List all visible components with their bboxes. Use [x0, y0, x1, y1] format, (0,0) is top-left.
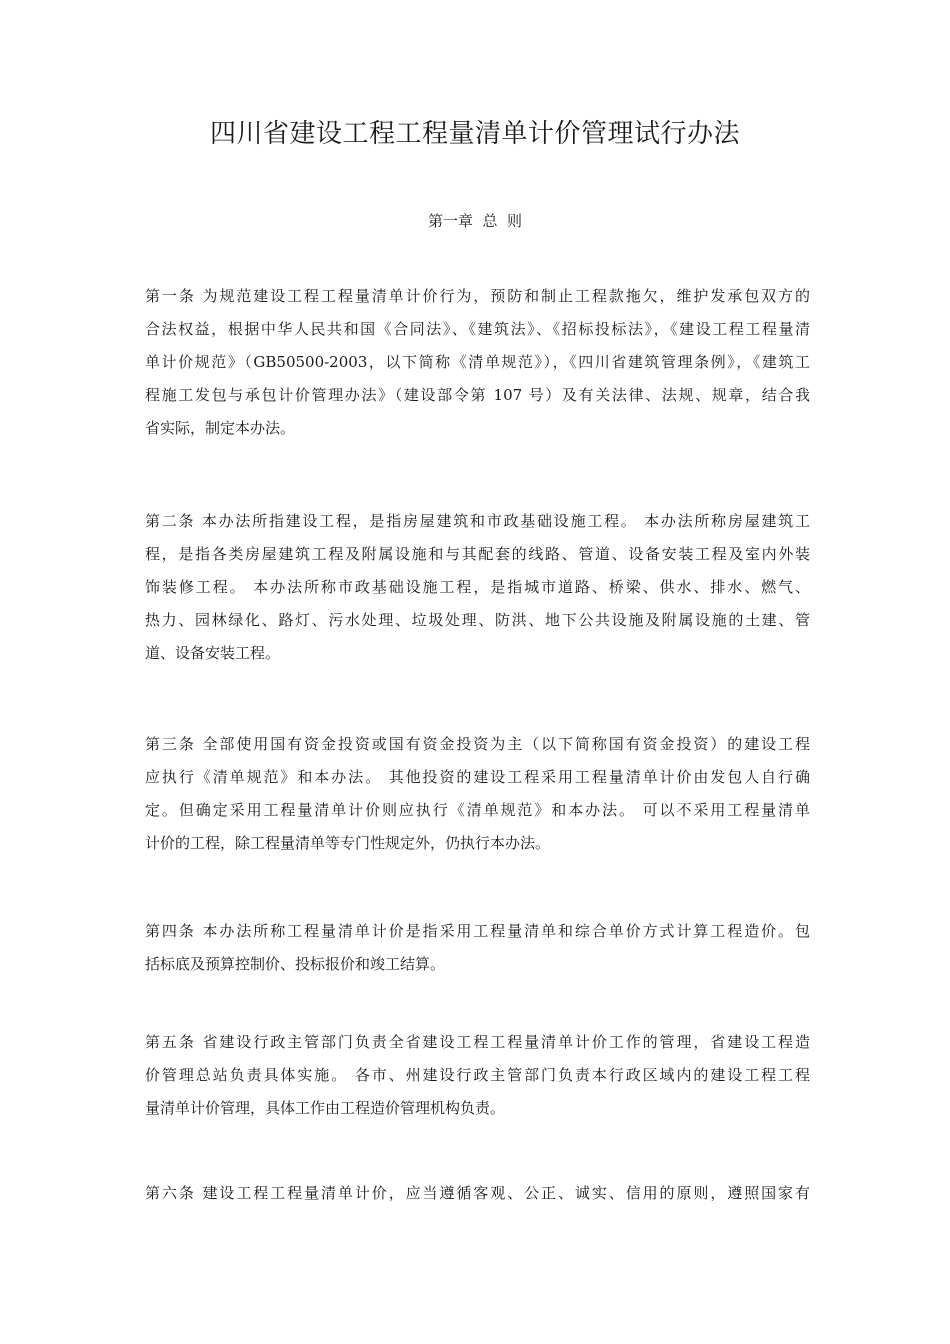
article-2: [145, 505, 810, 670]
article-line: 第二条 本办法所指建设工程，是指房屋建筑和市政基础设施工程。 本办法所称房屋建筑工: [145, 512, 810, 530]
article-line: 第六条 建设工程工程量清单计价，应当遵循客观、公正、诚实、信用的原则，遵照国家有: [145, 1184, 810, 1202]
article-line: 第五条 省建设行政主管部门负责全省建设工程工程量清单计价工作的管理，省建设工程造: [145, 1033, 810, 1051]
article-line: 程，是指各类房屋建筑工程及附属设施和与其配套的线路、管道、设备安装工程及室内外装: [145, 545, 810, 563]
article-line: 合法权益，根据中华人民共和国《合同法》、《建筑法》、《招标投标法》，《建设工程工程量清: [145, 320, 810, 338]
article-line: 道、设备安装工程。: [145, 644, 281, 662]
article-line: 省实际，制定本办法。: [145, 419, 296, 437]
article-line: 第三条 全部使用国有资金投资或国有资金投资为主（以下简称国有资金投资）的建设工程: [145, 735, 810, 753]
article-4: [145, 915, 810, 981]
article-line: 第一条 为规范建设工程工程量清单计价行为，预防和制止工程款拖欠，维护发承包双方的: [145, 287, 810, 305]
article-1: [145, 280, 810, 445]
article-line: 价管理总站负责具体实施。 各市、州建设行政主管部门负责本行政区域内的建设工程工程: [145, 1066, 810, 1084]
article-line: 第四条 本办法所称工程量清单计价是指采用工程量清单和综合单价方式计算工程造价。包: [145, 922, 810, 940]
article-5: [145, 1026, 810, 1125]
article-6: [145, 1177, 810, 1210]
chapter-heading: 第一章 总 则: [427, 212, 523, 230]
document-title: 四川省建设工程工程量清单计价管理试行办法: [209, 119, 740, 149]
article-line: 热力、园林绿化、路灯、污水处理、垃圾处理、防洪、地下公共设施及附属设施的土建、管: [145, 611, 810, 629]
article-line: 应执行《清单规范》和本办法。 其他投资的建设工程采用工程量清单计价由发包人自行确: [145, 768, 810, 786]
article-line: 计价的工程，除工程量清单等专门性规定外，仍执行本办法。: [145, 834, 551, 852]
article-line: 定。但确定采用工程量清单计价则应执行《清单规范》和本办法。 可以不采用工程量清单: [145, 801, 810, 819]
article-line: 括标底及预算控制价、投标报价和竣工结算。: [145, 955, 446, 973]
article-3: [145, 728, 810, 860]
article-line: 饰装修工程。 本办法所称市政基础设施工程，是指城市道路、桥梁、供水、排水、燃气、: [145, 578, 810, 596]
article-line: 程施工发包与承包计价管理办法》（建设部令第 107 号）及有关法律、法规、规章，结合我: [145, 386, 810, 404]
article-line: 量清单计价管理，具体工作由工程造价管理机构负责。: [145, 1099, 506, 1117]
article-line: 单计价规范》（GB50500-2003，以下简称《清单规范》），《四川省建筑管理条例》，《建筑工: [145, 353, 810, 371]
